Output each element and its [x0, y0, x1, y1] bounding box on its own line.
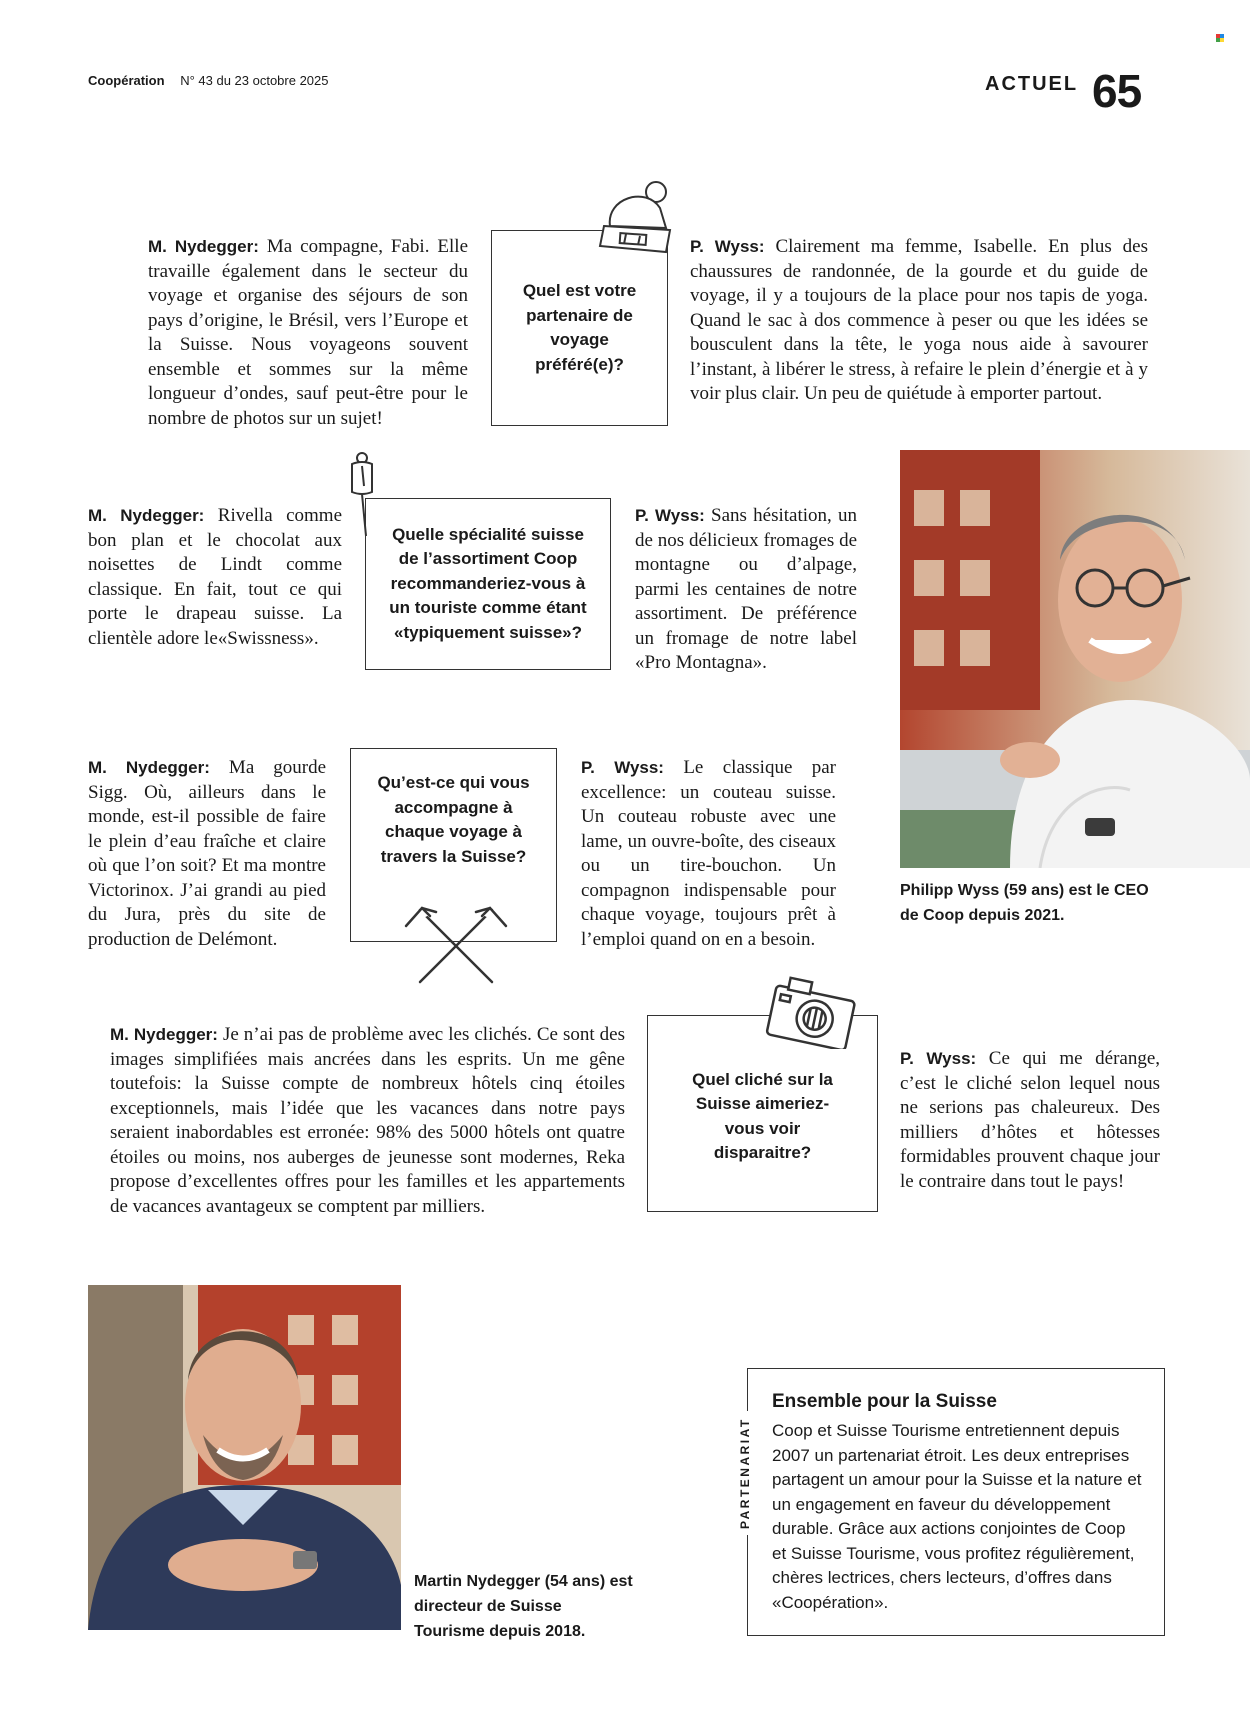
partnership-title: Ensemble pour la Suisse: [772, 1391, 997, 1412]
crossed-ice-axes-icon: [400, 902, 512, 986]
running-header: [88, 73, 329, 88]
page-number: 65: [1092, 65, 1142, 117]
question-4: Quel cliché sur la Suisse aimeriez-vous voir disparaitre?: [692, 1069, 833, 1162]
question-3: Qu’est-ce qui vous accompagne à chaque voyage à travers la Suisse?: [377, 773, 530, 866]
caption-wyss: Philipp Wyss (59 ans) est le CEO de Coop depuis 2021.: [900, 882, 1149, 924]
answer-nydegger-4: M. Nydegger: Je n’ai pas de problème avec les clichés. Ce sont des images simplifiées mais ancrées dans les esprits. Un me gêne toutefois: la Suisse compte de nombreux hôtels cinq étoiles exceptionnels, mais l’idée que les vacances dans notre pays seraient inabordables est erronée: 98% des 5000 hôtels ont quatre étoiles ou moins, nos auberges de jeunesse sont modernes, Reka propose d’excellentes offres pour les familles et les appartements de vacances avantageux se comptent par milliers.: [110, 1024, 626, 1217]
partnership-tag: PARTENARIAT: [738, 1411, 752, 1535]
answer-wyss-3: P. Wyss: Le classique par excellence: un couteau suisse. Un couteau robuste avec une lame, un ouvre-boîte, des ciseaux ou un tire-bouchon. Un compagnon indispensable pour chaque voyage, toujours prêt à l’emploi quand on en a besoin.: [581, 757, 836, 950]
question-box-2: [365, 498, 611, 670]
photo-martin-nydegger: [88, 1285, 401, 1630]
beanie-hat-icon: [596, 178, 680, 262]
partnership-body: Coop et Suisse Tourisme entretiennent depuis 2007 un partenariat étroit. Les deux entreprises partagent un amour pour la Suisse et la nature et un engagement en faveur du développement durable. Grâce aux actions conjointes de Coop et Suisse Tourisme, vous profitez régulièrement, chères lectrices, chers lecteurs, d’offres dans «Coopération».: [772, 1421, 1142, 1612]
partnership-box: [747, 1368, 1165, 1636]
answer-wyss-2: P. Wyss: Sans hésitation, un de nos délicieux fromages de montagne ou d’alpage, parmi les centaines de notre assortiment. De préférence un fromage de notre label «Pro Montagna».: [635, 505, 857, 673]
question-1: Quel est votre partenaire de voyage préféré(e)?: [522, 281, 637, 374]
issue-info: N° 43 du 23 octobre 2025: [180, 73, 329, 88]
answer-wyss-1: P. Wyss: Clairement ma femme, Isabelle. En plus des chaussures de randonnée, de la gourde et du guide de voyage, il y a toujours de la place pour nos tapis de yoga. Quand le sac à dos commence à peser ou que les idées se bousculent dans la tête, le yoga nous aide à savourer l’instant, à libérer le stress, à refaire le plein d’énergie et à y voir plus clair. Un peu de quiétude à emporter partout.: [690, 236, 1149, 404]
section-title: ACTUEL: [985, 73, 1079, 95]
question-2: Quelle spécialité suisse de l’assortiment Coop recommanderiez-vous à un touriste comme étant «typiquement suisse»?: [389, 524, 587, 642]
color-mark: [1216, 34, 1224, 42]
caption-nydegger: Martin Nydegger (54 ans) est directeur de Suisse Tourisme depuis 2018.: [414, 1573, 633, 1640]
photo-philipp-wyss: [900, 450, 1250, 868]
camera-icon: [764, 975, 860, 1049]
roasted-marshmallow-icon: [340, 448, 388, 538]
publication-name: Coopération: [88, 73, 165, 88]
answer-nydegger-1: M. Nydegger: Ma compagne, Fabi. Elle travaille également dans le secteur du voyage et organise des séjours de son pays d’origine, le Brésil, vers l’Europe et la Suisse. Nous voyageons souvent ensemble et sommes sur la même longueur d’ondes, sauf peut-être pour le nombre de photos sur un sujet!: [148, 236, 469, 429]
answer-nydegger-3: M. Nydegger: Ma gourde Sigg. Où, ailleurs dans le monde, est-il possible de faire le plein d’eau fraîche et claire où que l’on soit? Et ma montre Victorinox. J’ai grandi au pied du Jura, près du site de production de Delémont.: [88, 757, 326, 950]
answer-nydegger-2: M. Nydegger: Rivella comme bon plan et le chocolat aux noisettes de Lindt comme classique. En fait, tout ce qui porte le drapeau suisse. La clientèle adore le«Swissness».: [88, 505, 342, 649]
answer-wyss-4: P. Wyss: Ce qui me dérange, c’est le cliché selon lequel nous ne serions pas chaleureux. Des milliers d’hôtes et hôtesses formidables prouvent chaque jour le contraire dans tout le pays!: [900, 1048, 1161, 1192]
